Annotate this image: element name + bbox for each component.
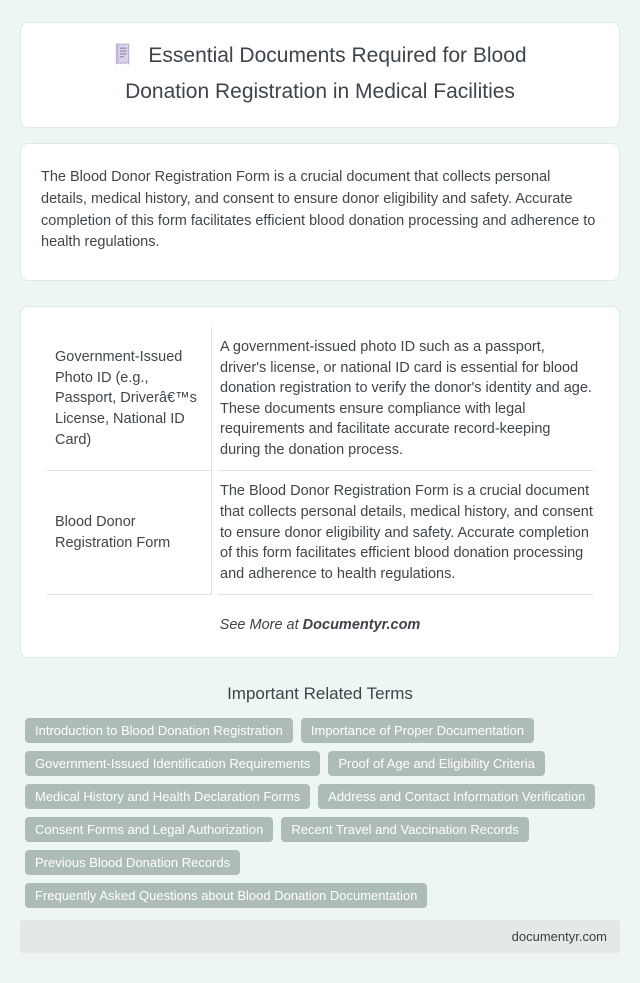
document-description: The Blood Donor Registration Form is a crucial document that collects personal details, medical history, and consent to ensure donor eligibility and safety. Accurate completion of this form facilitates efficient blood donation processing and adherence to health regulations. xyxy=(218,471,593,595)
document-term: Government-Issued Photo ID (e.g., Passport, Driverâ€™s License, National ID Card) xyxy=(47,327,212,471)
header-card xyxy=(20,22,620,128)
related-term-tag[interactable]: Recent Travel and Vaccination Records xyxy=(281,817,528,842)
related-term-tag[interactable]: Proof of Age and Eligibility Criteria xyxy=(328,751,545,776)
intro-text: The Blood Donor Registration Form is a crucial document that collects personal details, medical history, and consent to ensure donor eligibility and safety. Accurate completion of this form facilitates efficient blood donation processing and adherence to health regulations. xyxy=(41,169,596,251)
related-term-tag[interactable]: Previous Blood Donation Records xyxy=(25,850,240,875)
document-term: Blood Donor Registration Form xyxy=(47,471,212,595)
documents-card xyxy=(20,306,620,658)
related-term-tag[interactable]: Consent Forms and Legal Authorization xyxy=(25,817,273,842)
page-title xyxy=(83,40,557,107)
related-terms-list xyxy=(25,718,626,908)
documents-table xyxy=(41,327,599,595)
page-title-text: Essential Documents Required for Blood Donation Registration in Medical Facilities xyxy=(125,44,527,103)
table-row xyxy=(47,327,593,471)
related-term-tag[interactable]: Introduction to Blood Donation Registration xyxy=(25,718,293,743)
footer-bar xyxy=(20,920,620,953)
related-term-tag[interactable]: Importance of Proper Documentation xyxy=(301,718,534,743)
document-description: A government-issued photo ID such as a passport, driver's license, or national ID card is essential for blood donation registration to verify the donor's identity and age. These documents ensure compliance with legal requirements and facilitate accurate record-keeping during the donation process. xyxy=(218,327,593,471)
see-more-line xyxy=(41,617,599,633)
see-more-brand-link[interactable]: Documentyr.com xyxy=(302,617,421,634)
related-terms-heading: Important Related Terms xyxy=(227,684,413,704)
see-more-prefix: See More at xyxy=(219,617,303,634)
intro-card xyxy=(20,143,620,281)
table-row xyxy=(47,471,593,595)
related-term-tag[interactable]: Address and Contact Information Verification xyxy=(318,784,595,809)
related-term-tag[interactable]: Medical History and Health Declaration Forms xyxy=(25,784,310,809)
footer-site-text: documentyr.com xyxy=(511,929,607,945)
related-term-tag[interactable]: Government-Issued Identification Requirements xyxy=(25,751,320,776)
receipt-icon xyxy=(113,43,132,76)
related-term-tag[interactable]: Frequently Asked Questions about Blood Donation Documentation xyxy=(25,883,427,908)
